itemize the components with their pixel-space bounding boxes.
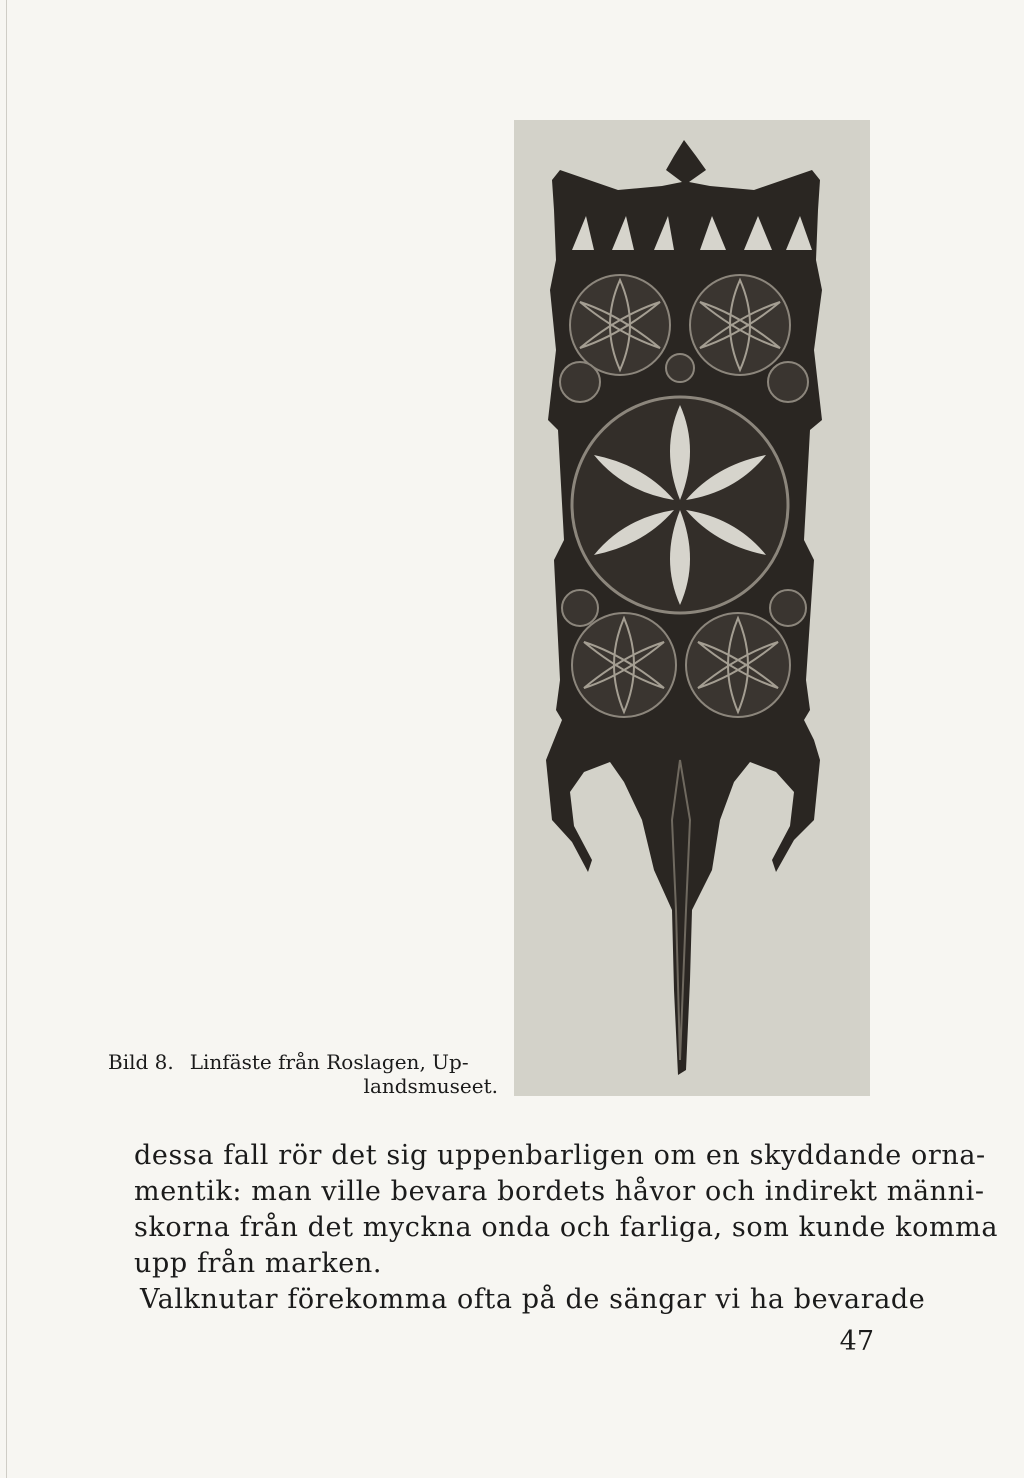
body-line: dessa fall rör det sig uppenbarligen om en skyddande orna- [134, 1140, 986, 1171]
body-line: mentik: man ville bevara bordets håvor och indirekt männi- [134, 1176, 985, 1207]
caption-line-2: landsmuseet. [363, 1074, 498, 1098]
carved-wooden-flax-holder-icon [514, 120, 870, 1096]
figure-caption [108, 1050, 498, 1098]
page-number: 47 [839, 1326, 874, 1357]
page-edge [6, 0, 7, 1478]
body-paragraph [134, 1138, 999, 1318]
caption-text-1: Linfäste från Roslagen, Up- [189, 1050, 469, 1074]
body-line: skorna från det myckna onda och farliga, som kunde komma [134, 1212, 999, 1243]
caption-line-1 [108, 1050, 498, 1074]
figure-photo [514, 120, 870, 1096]
body-line: Valknutar förekomma ofta på de sängar vi ha bevarade [140, 1284, 926, 1315]
body-line: upp från marken. [134, 1248, 383, 1279]
figure-label: Bild 8. [108, 1050, 174, 1074]
